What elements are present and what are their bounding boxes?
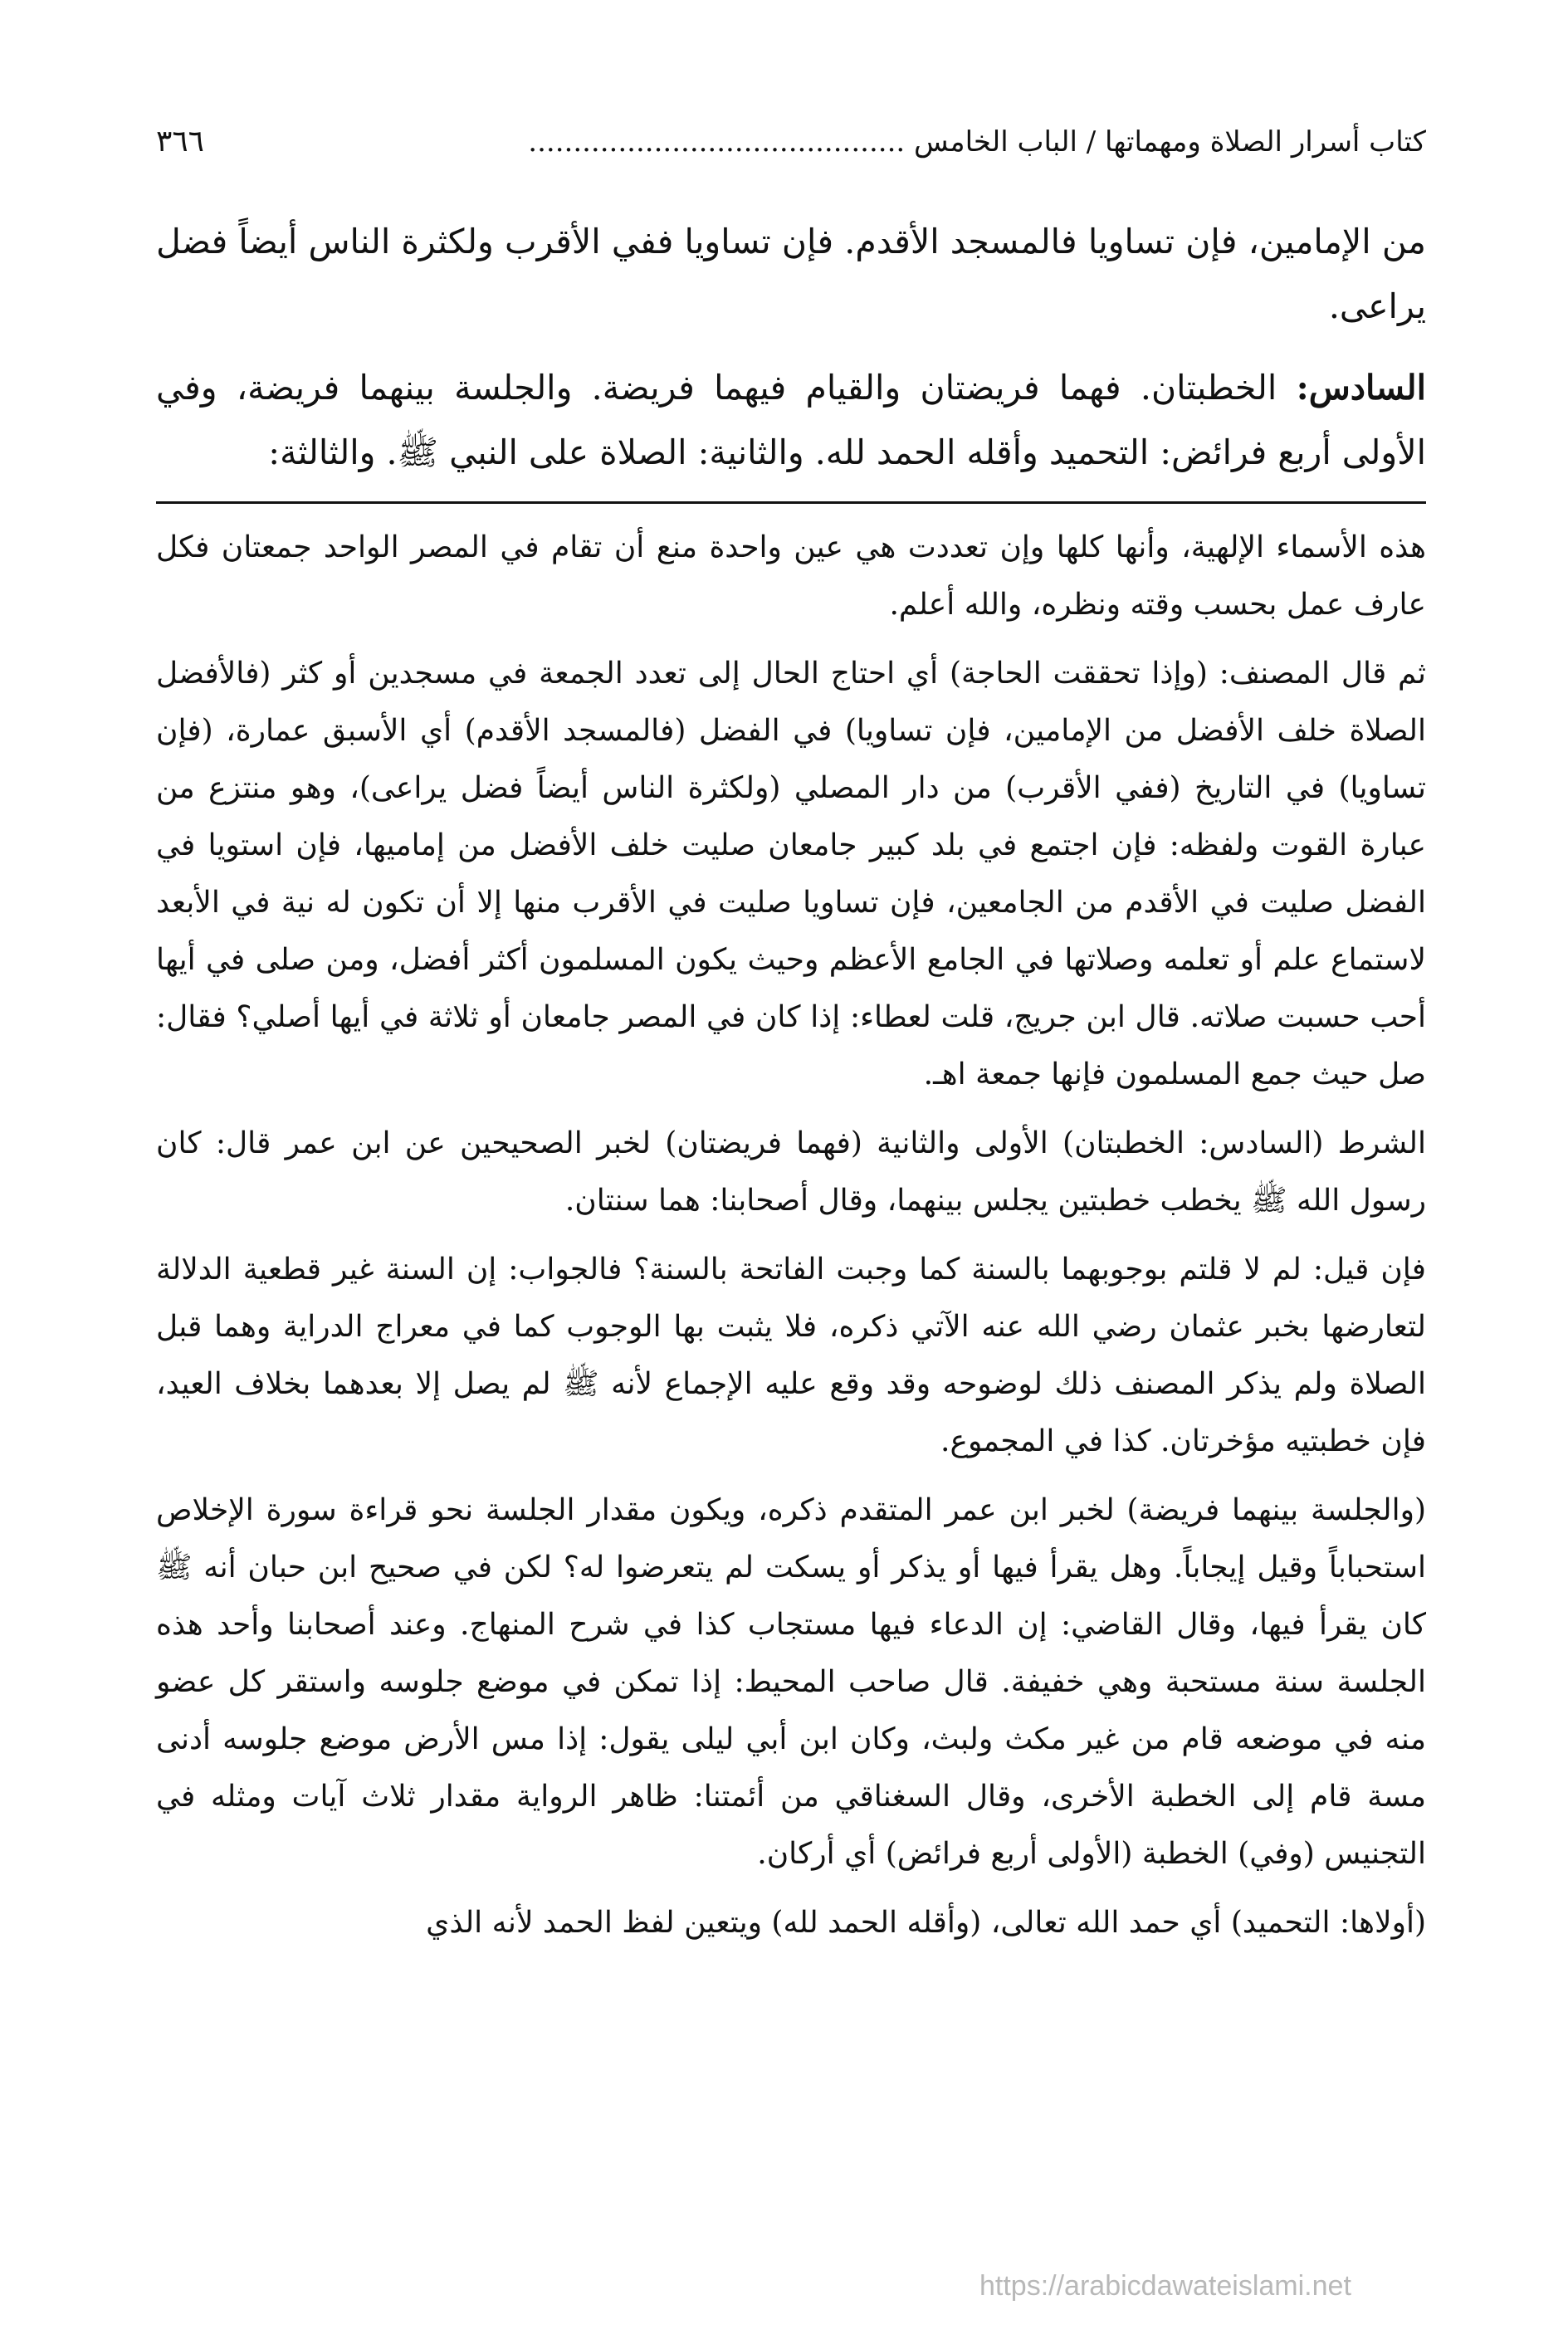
main-paragraph-2-text: الخطبتان. فهما فريضتان والقيام فيهما فريضة. والجلسة بينهما فريضة، وفي الأولى أربع فرائض: التحميد وأقله الحمد لله. والثانية: الصلاة على النبي ﷺ. والثالثة:	[156, 368, 1426, 472]
main-paragraph-1: من الإمامين، فإن تساويا فالمسجد الأقدم. فإن تساويا ففي الأقرب ولكثرة الناس أيضاً فضل يراعى.	[156, 222, 1426, 326]
watermark-url: https://arabicdawateislami.net	[979, 2270, 1351, 2302]
main-paragraph-2	[156, 355, 1426, 485]
condition-label: السادس:	[1296, 368, 1426, 408]
chapter-title: كتاب أسرار الصلاة ومهماتها / الباب الخامس	[914, 125, 1426, 159]
main-text-block	[156, 209, 1426, 485]
running-title	[528, 125, 1426, 159]
commentary-paragraph: (أولاها: التحميد) أي حمد الله تعالى، (وأقله الحمد لله) ويتعين لفظ الحمد لأنه الذي	[426, 1906, 1426, 1940]
page-number: ٣٦٦	[156, 125, 205, 159]
title-leader-dots: ..........................................	[528, 125, 906, 159]
running-header	[156, 125, 1426, 174]
commentary-block	[156, 519, 1426, 1951]
commentary-paragraph: (والجلسة بينهما فريضة) لخبر ابن عمر المتقدم ذكره، ويكون مقدار الجلسة نحو قراءة سورة الإخلاص استحباباً وقيل إيجاباً. وهل يقرأ فيها أو يذكر أو يسكت لم يتعرضوا له؟ لكن في صحيح ابن حبان أنه ﷺ كان يقرأ فيها، وقال القاضي: إن الدعاء فيها مستجاب كذا في شرح المنهاج. وعند أصحابنا وأحد هذه الجلسة سنة مستحبة وهي خفيفة. قال صاحب المحيط: إذا تمكن في موضع جلوسه واستقر كل عضو منه في موضعه قام من غير مكث ولبث، وكان ابن أبي ليلى يقول: إذا مس الأرض موضع جلوسه أدنى مسة قام إلى الخطبة الأخرى، وقال السغناقي من أئمتنا: ظاهر الرواية مقدار ثلاث آيات ومثله في التجنيس (وفي) الخطبة (الأولى أربع فرائض) أي أركان.	[156, 1493, 1426, 1871]
commentary-paragraph: فإن قيل: لم لا قلتم بوجوبهما بالسنة كما وجبت الفاتحة بالسنة؟ فالجواب: إن السنة غير قطعية الدلالة لتعارضها بخبر عثمان رضي الله عنه الآتي ذكره، فلا يثبت بها الوجوب كما في معراج الدراية وهما قبل الصلاة ولم يذكر المصنف ذلك لوضوحه وقد وقع عليه الإجماع لأنه ﷺ لم يصل إلا بعدهما بخلاف العيد، فإن خطبتيه مؤخرتان. كذا في المجموع.	[156, 1253, 1426, 1458]
commentary-paragraph: الشرط (السادس: الخطبتان) الأولى والثانية (فهما فريضتان) لخبر الصحيحين عن ابن عمر قال: كان رسول الله ﷺ يخطب خطبتين يجلس بينهما، وقال أصحابنا: هما سنتان.	[156, 1126, 1426, 1218]
book-page	[156, 125, 1426, 1963]
commentary-paragraph: هذه الأسماء الإلهية، وأنها كلها وإن تعددت هي عين واحدة منع أن تقام في المصر الواحد جمعتان فكل عارف عمل بحسب وقته ونظره، والله أعلم.	[156, 530, 1426, 622]
footnote-separator	[156, 501, 1426, 504]
commentary-paragraph: ثم قال المصنف: (وإذا تحققت الحاجة) أي احتاج الحال إلى تعدد الجمعة في مسجدين أو كثر (فالأفضل الصلاة خلف الأفضل من الإمامين، فإن تساويا) في الفضل (فالمسجد الأقدم) أي الأسبق عمارة، (فإن تساويا) في التاريخ (ففي الأقرب) من دار المصلي (ولكثرة الناس أيضاً فضل يراعى)، وهو منتزع من عبارة القوت ولفظه: فإن اجتمع في بلد كبير جامعان صليت خلف الأفضل من إماميها، فإن استويا في الفضل صليت في الأقدم من الجامعين، فإن تساويا صليت في الأقرب منها إلا أن تكون له نية في الأبعد لاستماع علم أو تعلمه وصلاتها في الجامع الأعظم وحيث يكون المسلمون أكثر أفضل، ومن صلى في أيها أحب حسبت صلاته. قال ابن جريج، قلت لعطاء: إذا كان في المصر جامعان أو ثلاثة في أيها أصلي؟ فقال: صل حيث جمع المسلمون فإنها جمعة اهـ.	[156, 657, 1426, 1091]
